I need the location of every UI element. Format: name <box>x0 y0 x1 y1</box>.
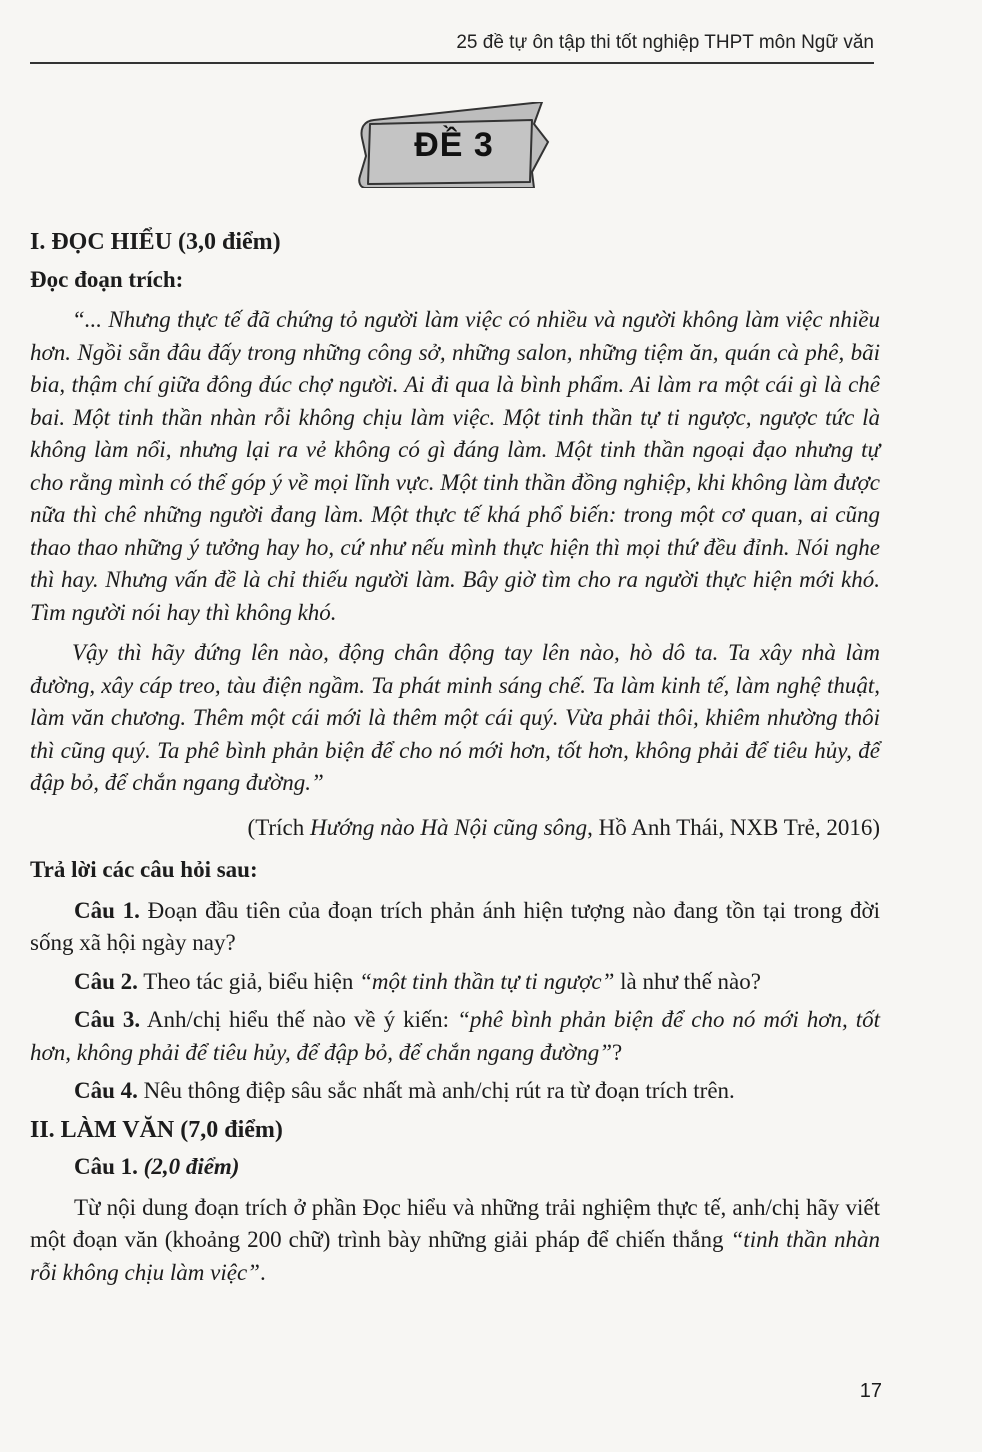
question-3 <box>30 1004 880 1069</box>
question-2 <box>30 966 880 999</box>
writing-question-1-label: Câu 1. <box>74 1154 138 1179</box>
writing-question-1-points: (2,0 điểm) <box>143 1154 240 1179</box>
writing-question-1-heading <box>30 1151 880 1184</box>
question-2-tail: là như thế nào? <box>614 968 761 994</box>
excerpt-paragraph-2: Vậy thì hãy đứng lên nào, động chân động tay lên nào, hò dô ta. Ta xây nhà làm đường, xây cáp treo, tàu điện ngầm. Ta phát minh sáng chế. Ta làm kinh tế, làm nghệ thuật, làm văn chương. Thêm một cái mới là thêm một cái quý. Vừa phải thôi, khiêm nhường thôi thì cũng quý. Ta phê bình phản biện để cho nó mới hơn, tốt hơn, không phải để tiêu hủy, để đập bỏ, để chắn ngang đường.” <box>30 640 880 795</box>
question-4-label: Câu 4. <box>74 1078 138 1103</box>
section-reading-heading: I. ĐỌC HIỂU (3,0 điểm) <box>30 229 281 255</box>
excerpt-citation <box>30 812 880 845</box>
question-1-text: Đoạn đầu tiên của đoạn trích phản ánh hiện tượng nào đang tồn tại trong đời sống xã hội ngày nay? <box>30 897 880 955</box>
citation-work-title: Hướng nào Hà Nội cũng sông <box>309 814 588 840</box>
writing-prompt-tail: . <box>259 1259 266 1285</box>
question-1-label: Câu 1. <box>74 897 140 923</box>
question-1 <box>30 895 880 960</box>
question-2-quote: “một tinh thần tự ti ngược” <box>359 968 615 994</box>
writing-prompt-text: Từ nội dung đoạn trích ở phần Đọc hiểu và những trải nghiệm thực tế, anh/chị hãy viết một đoạn văn (khoảng 200 chữ) trình bày những giải pháp để chiến thắng <box>30 1194 880 1252</box>
question-3-quote: “phê bình phản biện để cho nó mới hơn, tốt hơn, không phải để tiêu hủy, để đập bỏ, để chắn ngang đường” <box>30 1007 881 1065</box>
question-3-label: Câu 3. <box>74 1007 141 1032</box>
writing-question-1-prompt <box>30 1192 880 1290</box>
exam-title: ĐỀ 3 <box>414 125 494 164</box>
header-rule <box>30 62 874 64</box>
question-3-text: Anh/chị hiểu thế nào về ý kiến: <box>140 1007 458 1032</box>
exam-title-badge <box>356 102 552 188</box>
writing-prompt-quote: “tinh thần nhàn rỗi không chịu làm việc” <box>30 1227 881 1285</box>
page-content <box>30 226 880 1295</box>
read-excerpt-label: Đọc đoạn trích: <box>30 266 184 292</box>
running-header: 25 đề tự ôn tập thi tốt nghiệp THPT môn Ngữ văn <box>456 32 874 53</box>
question-2-label: Câu 2. <box>74 968 138 994</box>
page-number: 17 <box>859 1380 882 1402</box>
citation-prefix: (Trích <box>247 814 310 840</box>
question-4-text: Nêu thông điệp sâu sắc nhất mà anh/chị rút ra từ đoạn trích trên. <box>137 1078 735 1103</box>
question-3-tail: ? <box>612 1039 623 1065</box>
section-writing-heading: II. LÀM VĂN (7,0 điểm) <box>30 1116 283 1143</box>
excerpt-paragraph-1: “... Nhưng thực tế đã chứng tỏ người làm việc có nhiều và người không làm việc nhiều hơn. Ngồi sẵn đâu đấy trong những công sở, những salon, những tiệm ăn, quán cà phê, bãi bia, thậm chí giữa đông đúc chợ người. Ai đi qua là bình phẩm. Ai làm ra một cái gì là chê bai. Một tinh thần nhàn rỗi không chịu làm việc. Một tinh thần tự ti ngược, ngược tức là không làm nổi, nhưng lại ra vẻ không có gì đáng làm. Một tinh thần ngoại đạo nhưng tự cho rằng mình có thể góp ý về mọi lĩnh vực. Một tinh thần đồng nghiệp, khi không làm được nữa thì chê những người đang làm. Một thực tế khá phổ biến: trong một cơ quan, ai cũng thao thao những ý tưởng hay ho, cứ như nếu mình thực hiện thì mọi thứ đều đỉnh. Nói nghe thì hay. Nhưng vấn đề là chỉ thiếu người làm. Bây giờ tìm cho ra người thực hiện mới khó. Tìm người nói hay thì không khó. <box>30 307 880 625</box>
question-4 <box>30 1075 880 1108</box>
answer-questions-label: Trả lời các câu hỏi sau: <box>30 857 258 882</box>
question-2-text: Theo tác giả, biểu hiện <box>137 968 360 994</box>
citation-suffix: , Hồ Anh Thái, NXB Trẻ, 2016) <box>587 814 880 840</box>
